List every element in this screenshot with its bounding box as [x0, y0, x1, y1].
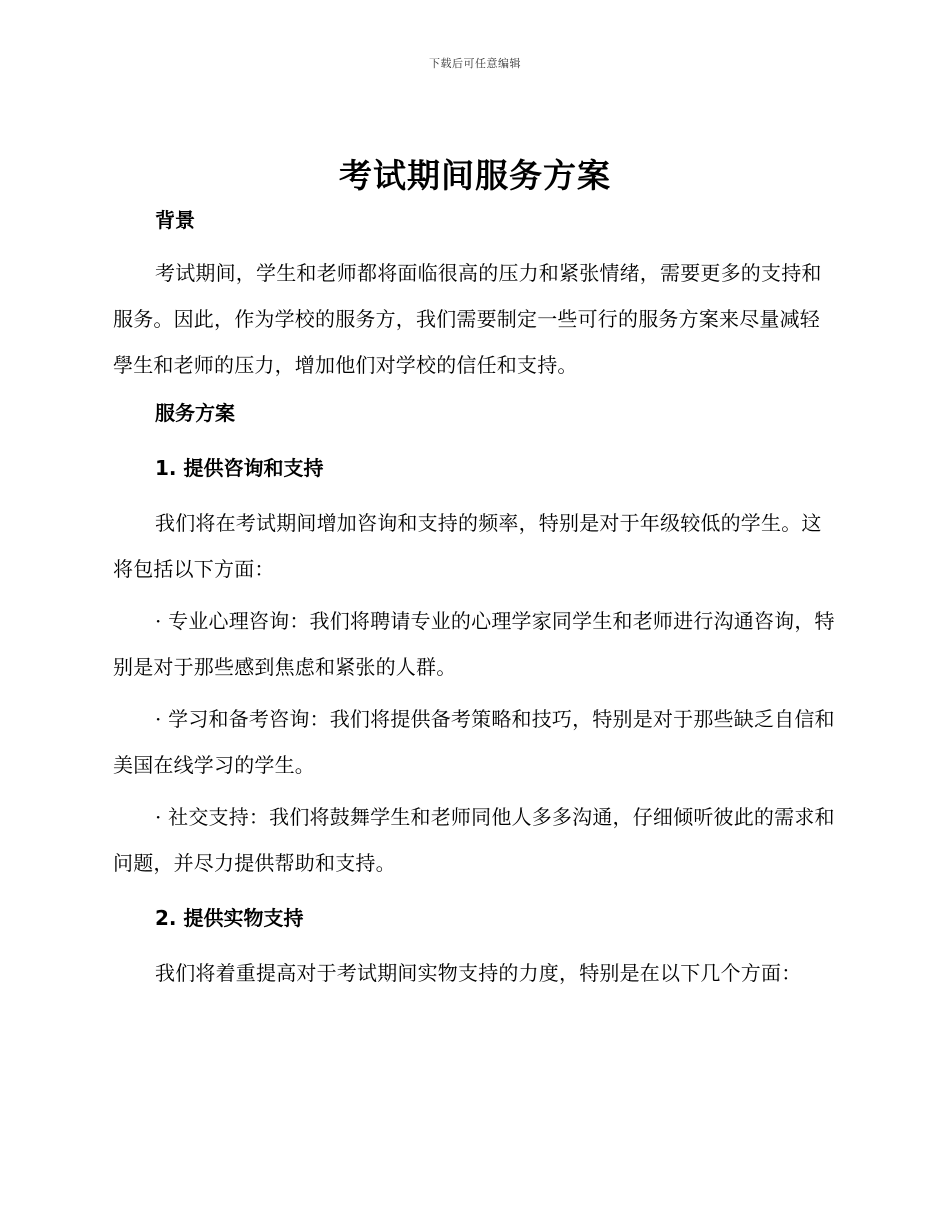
- header-note: 下载后可任意编辑: [429, 57, 521, 70]
- item1-bullet-social: · 社交支持：我们将鼓舞学生和老师同他人多多沟通，仔细倾听彼此的需求和问题，并尽力提供帮助和支持。: [113, 805, 835, 875]
- background-paragraph: 考试期间，学生和老师都将面临很高的压力和紧张情绪，需要更多的支持和服务。因此，作为学校的服务方，我们需要制定一些可行的服务方案来尽量减轻學生和老师的压力，增加他们对学校的信任和支持。: [113, 261, 822, 377]
- service-plan-heading: 服务方案: [155, 401, 235, 425]
- item2-intro-paragraph: 我们将着重提高对于考试期间实物支持的力度，特别是在以下几个方面：: [155, 961, 802, 985]
- background-heading: 背景: [155, 208, 195, 232]
- item1-bullet-counseling: · 专业心理咨询：我们将聘请专业的心理学家同学生和老师进行沟通咨询，特别是对于那些感到焦虑和紧张的人群。: [113, 609, 835, 679]
- item2-heading: 2. 提供实物支持: [155, 906, 304, 930]
- item1-intro-paragraph: 我们将在考试期间增加咨询和支持的频率，特别是对于年级较低的学生。这将包括以下方面：: [113, 511, 822, 581]
- item1-heading: 1. 提供咨询和支持: [155, 456, 324, 480]
- document-body: [113, 200, 835, 996]
- document-title: 考试期间服务方案: [339, 156, 611, 195]
- item1-bullet-study: · 学习和备考咨询：我们将提供备考策略和技巧，特别是对于那些缺乏自信和美国在线学习的学生。: [113, 707, 835, 777]
